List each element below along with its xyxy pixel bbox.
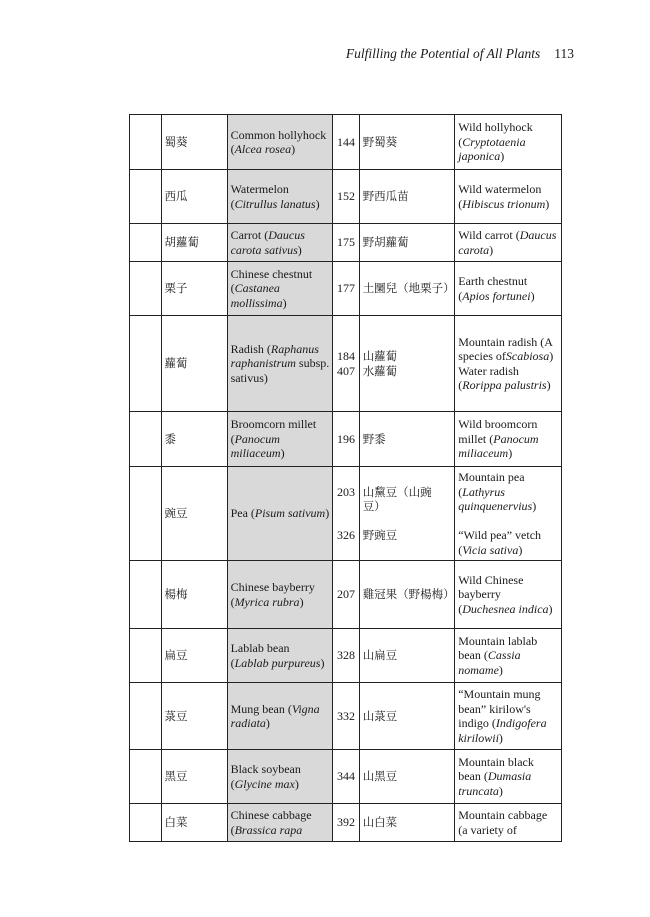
table-row	[130, 115, 562, 170]
wild-zh-cell: 野黍	[359, 412, 455, 467]
wild-zh-cell: 山蘿蔔 水蘿蔔	[359, 316, 455, 412]
table-row	[130, 629, 562, 683]
crop-zh-cell: 豌豆	[161, 467, 227, 561]
wild-en-cell: Earth chestnut (Apios fortunei)	[455, 262, 562, 316]
wild-zh-cell: 山菉豆	[359, 683, 455, 750]
wild-en-cell: Wild carrot (Daucus carota)	[455, 224, 562, 262]
crop-zh-cell: 栗子	[161, 262, 227, 316]
page-cell: 177	[333, 262, 359, 316]
wild-en-cell: Mountain lablab bean (Cassia nomame)	[455, 629, 562, 683]
wild-en-cell: Wild Chinese bayberry (Duchesnea indica)	[455, 561, 562, 629]
crop-zh-cell: 蜀葵	[161, 115, 227, 170]
running-header	[346, 46, 574, 62]
table-row	[130, 804, 562, 842]
page-number: 113	[554, 46, 574, 61]
blank-cell	[130, 115, 162, 170]
wild-zh-cell: 山白菜	[359, 804, 455, 842]
crop-zh-cell: 白菜	[161, 804, 227, 842]
blank-cell	[130, 224, 162, 262]
wild-zh-cell: 山黧豆（山豌豆） 野豌豆	[359, 467, 455, 561]
table-row	[130, 170, 562, 224]
crop-en-cell: Black soybean (Glycine max)	[227, 750, 333, 804]
blank-cell	[130, 467, 162, 561]
crop-zh-cell: 胡蘿蔔	[161, 224, 227, 262]
crop-zh-cell: 楊梅	[161, 561, 227, 629]
page-cell: 152	[333, 170, 359, 224]
wild-en-cell: Mountain black bean (Dumasia truncata)	[455, 750, 562, 804]
wild-zh-cell: 野西瓜苗	[359, 170, 455, 224]
crop-en-cell: Radish (Raphanus raphanistrum subsp. sativus)	[227, 316, 333, 412]
page-cell: 203 326	[333, 467, 359, 561]
plant-table	[129, 114, 562, 842]
crop-en-cell: Mung bean (Vigna radiata)	[227, 683, 333, 750]
page-cell: 175	[333, 224, 359, 262]
page-cell: 184 407	[333, 316, 359, 412]
page-cell: 344	[333, 750, 359, 804]
wild-zh-cell: 野蜀葵	[359, 115, 455, 170]
wild-zh-cell: 山扁豆	[359, 629, 455, 683]
table-row	[130, 683, 562, 750]
blank-cell	[130, 316, 162, 412]
wild-zh-cell: 野胡蘿蔔	[359, 224, 455, 262]
blank-cell	[130, 804, 162, 842]
blank-cell	[130, 683, 162, 750]
table-row	[130, 561, 562, 629]
wild-en-cell: Mountain radish (A species ofScabiosa) Water radish (Rorippa palustris)	[455, 316, 562, 412]
crop-zh-cell: 黑豆	[161, 750, 227, 804]
blank-cell	[130, 750, 162, 804]
wild-zh-cell: 山黑豆	[359, 750, 455, 804]
crop-en-cell: Carrot (Daucus carota sativus)	[227, 224, 333, 262]
crop-en-cell: Common hollyhock (Alcea rosea)	[227, 115, 333, 170]
crop-zh-cell: 菉豆	[161, 683, 227, 750]
crop-zh-cell: 黍	[161, 412, 227, 467]
page-cell: 207	[333, 561, 359, 629]
page-cell: 328	[333, 629, 359, 683]
page-cell: 196	[333, 412, 359, 467]
wild-en-cell: Wild watermelon (Hibiscus trionum)	[455, 170, 562, 224]
table-row	[130, 316, 562, 412]
wild-en-cell: Wild hollyhock (Cryptotaenia japonica)	[455, 115, 562, 170]
crop-en-cell: Pea (Pisum sativum)	[227, 467, 333, 561]
blank-cell	[130, 412, 162, 467]
crop-zh-cell: 蘿蔔	[161, 316, 227, 412]
blank-cell	[130, 262, 162, 316]
blank-cell	[130, 561, 162, 629]
blank-cell	[130, 629, 162, 683]
crop-en-cell: Lablab bean (Lablab purpureus)	[227, 629, 333, 683]
wild-en-cell: “Mountain mung bean” kirilow's indigo (Indigofera kirilowii)	[455, 683, 562, 750]
running-title: Fulfilling the Potential of All Plants	[345, 46, 541, 61]
crop-en-cell: Chinese bayberry (Myrica rubra)	[227, 561, 333, 629]
wild-en-cell: Mountain cabbage (a variety of	[455, 804, 562, 842]
crop-zh-cell: 西瓜	[161, 170, 227, 224]
crop-en-cell: Chinese chestnut (Castanea mollissima)	[227, 262, 333, 316]
crop-en-cell: Broomcorn millet (Panocum miliaceum)	[227, 412, 333, 467]
page-cell: 144	[333, 115, 359, 170]
table-row	[130, 224, 562, 262]
wild-en-cell: Wild broomcorn millet (Panocum miliaceum)	[455, 412, 562, 467]
wild-zh-cell: 雞冠果（野楊梅）	[359, 561, 455, 629]
crop-zh-cell: 扁豆	[161, 629, 227, 683]
wild-en-cell: Mountain pea (Lathyrus quinquenervius) “Wild pea” vetch (Vicia sativa)	[455, 467, 562, 561]
wild-zh-cell: 土圞兒（地栗子）	[359, 262, 455, 316]
blank-cell	[130, 170, 162, 224]
table-row	[130, 750, 562, 804]
table-row	[130, 467, 562, 561]
page-cell: 392	[333, 804, 359, 842]
crop-en-cell: Watermelon (Citrullus lanatus)	[227, 170, 333, 224]
table-row	[130, 262, 562, 316]
crop-en-cell: Chinese cabbage (Brassica rapa	[227, 804, 333, 842]
page-cell: 332	[333, 683, 359, 750]
table-row	[130, 412, 562, 467]
